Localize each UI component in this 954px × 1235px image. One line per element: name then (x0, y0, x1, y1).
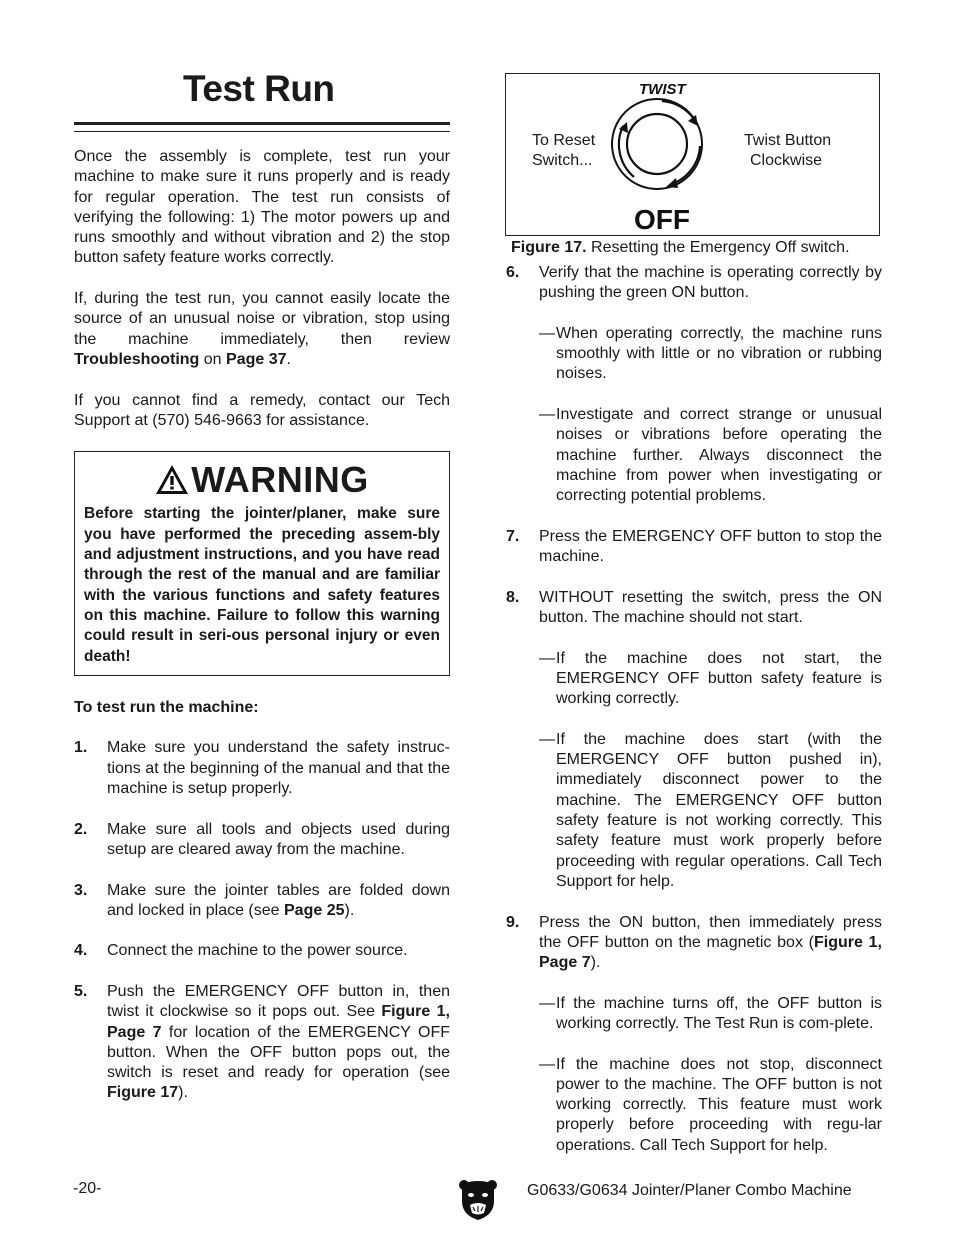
twist-label-line-2: Clockwise (750, 152, 823, 169)
step-1: 1. Make sure you understand the safety instruc-tions at the beginning of the manual and that the machine is setup properly. (74, 739, 450, 798)
intro-paragraph-3: If you cannot find a remedy, contact our Tech Support at (570) 546-9663 for assistance. (74, 391, 450, 429)
reset-label-line-1: To Reset (532, 132, 596, 149)
warning-heading: WARNING (84, 460, 440, 500)
step-8-note-1: — If the machine does not start, the EMERGENCY OFF button safety feature is working correctly. (539, 649, 882, 708)
step-7: 7. Press the EMERGENCY OFF button to stop the machine. (506, 527, 882, 566)
footer-model: G0633/G0634 Jointer/Planer Combo Machine (527, 1182, 852, 1199)
step-8: 8. WITHOUT resetting the switch, press the ON button. The machine should not start. (506, 588, 882, 627)
step-9-note-1: — If the machine turns off, the OFF button is working correctly. The Test Run is com-plete. (539, 994, 882, 1032)
intro-paragraph-1: Once the assembly is complete, test run your machine to make sure it runs properly and is ready for regular operation. The test run consists of verifying the following: 1) The motor powers up and runs smoothly and without vibration and 2) the stop button safety feature works correctly. (74, 148, 450, 267)
figure-caption: Figure 17. Resetting the Emergency Off switch. (511, 239, 850, 256)
off-label: OFF (634, 204, 690, 234)
left-column (74, 147, 450, 1124)
step-6: 6. Verify that the machine is operating correctly by pushing the green ON button. (506, 264, 882, 302)
switch-button-icon (627, 114, 687, 174)
twist-label: TWIST (639, 81, 686, 98)
step-3: 3. Make sure the jointer tables are folded down and locked in place (see Page 25). (74, 881, 450, 919)
figure-17-box (505, 73, 880, 236)
step-5: 5. Push the EMERGENCY OFF button in, then twist it clockwise so it pops out. See Figure 1, Page 7 for location of the EMERGENCY OFF button. When the OFF button pops out, the switch is reset and ready for operation (see Figure 17). (74, 982, 450, 1102)
step-8-note-2: — If the machine does start (with the EMERGENCY OFF button pushed in), immediately disconnect power to the machine. The EMERGENCY OFF button safety feature is not working correctly. This safety feature must work properly before proceeding with regular operations. Call Tech Support for help. (539, 730, 882, 890)
right-column (506, 263, 882, 1176)
title-rule-thick (74, 122, 450, 125)
clockwise-arrow-left-icon (619, 126, 634, 177)
warning-triangle-icon (155, 464, 189, 495)
bear-logo-icon (458, 1177, 498, 1221)
step-4: 4. Connect the machine to the power source. (74, 942, 408, 960)
title-rule-thin (74, 131, 450, 132)
page-title: Test Run (183, 68, 335, 109)
step-6-note-1: — When operating correctly, the machine runs smoothly with little or no vibration or rubbing noises. (539, 324, 882, 383)
step-9: 9. Press the ON button, then immediately press the OFF button on the magnetic box (Figure 1, Page 7). (506, 913, 882, 972)
step-9-note-2: — If the machine does not stop, disconnect power to the machine. The OFF button is not working correctly. This feature must work properly before proceeding with regu-lar operations. Call Tech Support for help. (539, 1055, 882, 1154)
step-2: 2. Make sure all tools and objects used during setup are cleared away from the machine. (74, 820, 450, 858)
step-6-note-2: — Investigate and correct strange or unusual noises or vibrations before operating the machine further. Always disconnect the machine from power when investigating or correcting potential problems. (539, 406, 882, 505)
warning-box (74, 451, 450, 675)
procedure-heading: To test run the machine: (74, 698, 259, 716)
twist-label-line-1: Twist Button (744, 132, 832, 149)
warning-text: Before starting the jointer/planer, make sure you have performed the preceding assem-bly and adjustment instructions, and you have read through the rest of the manual and are familiar with the various functions and safety features on this machine. Failure to follow this warning could result in seri-ous personal injury or even death! (84, 505, 440, 665)
intro-paragraph-2: If, during the test run, you cannot easily locate the source of an unusual noise or vibration, stop using the machine immediately, then review Troubleshooting on Page 37. (74, 290, 450, 368)
reset-label-line-2: Switch... (532, 152, 593, 169)
page-number: -20- (73, 1180, 102, 1197)
